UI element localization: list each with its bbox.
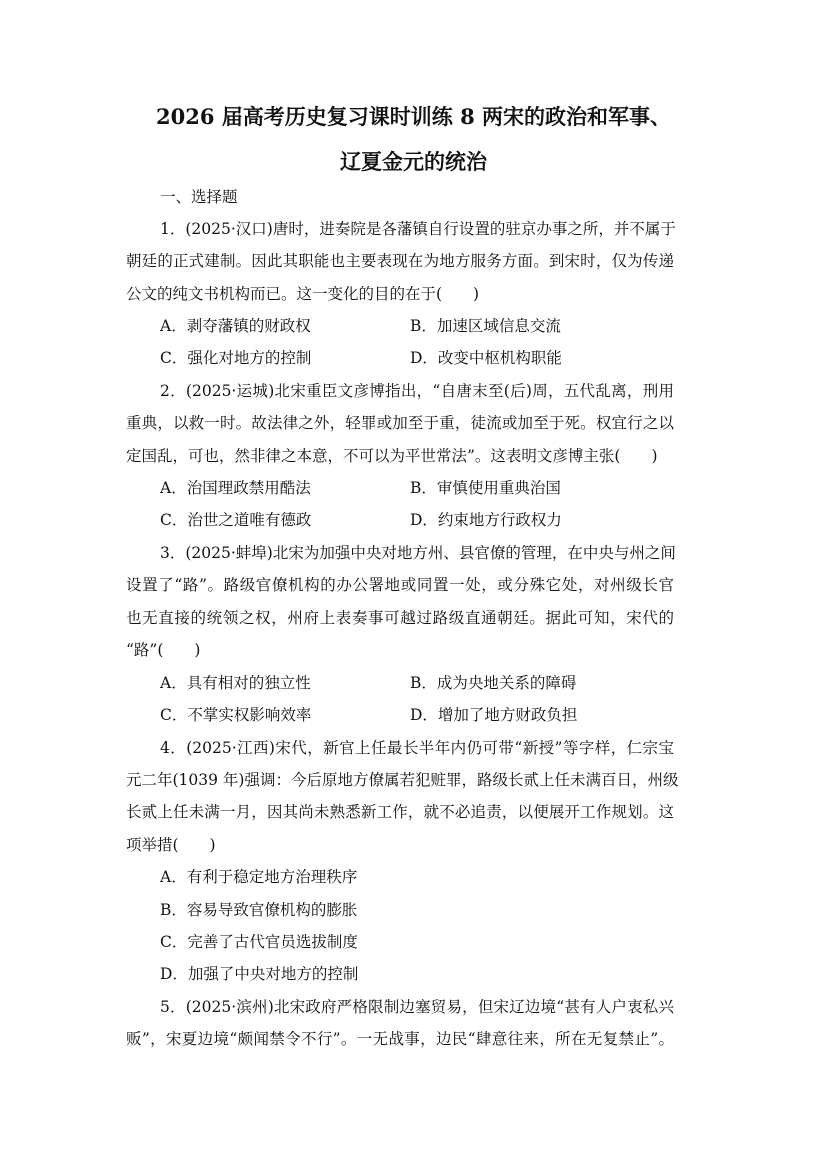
question-5-text-line-2: 贩”，宋夏边境“颇闻禁令不行”。一无战事，边民“肆意往来，所在无复禁止”。: [126, 1030, 674, 1048]
question-4-text-line-4: 项举措( ): [126, 836, 216, 854]
question-1-option-a: A．剥夺藩镇的财政权: [160, 317, 311, 335]
question-4-option-d: D．加强了中央对地方的控制: [160, 965, 359, 983]
question-3-option-d: D．增加了地方财政负担: [410, 706, 578, 724]
question-4-option-c: C．完善了古代官员选拔制度: [160, 933, 358, 951]
question-1-text-line-3: 公文的纯文书机构而已。这一变化的目的在于( ): [126, 285, 480, 303]
question-1-text-line-2: 朝廷的正式建制。因此其职能也主要表现在为地方服务方面。到宋时，仅为传递: [126, 252, 674, 270]
question-3-option-b: B．成为央地关系的障碍: [410, 674, 577, 692]
question-1-option-c: C．强化对地方的控制: [160, 349, 312, 367]
question-4-text-line-1: 4．(2025·江西)宋代，新官上任最长半年内仍可带“新授”等字样，仁宗宝: [160, 739, 674, 757]
question-1-text-line-1: 1．(2025·汉口)唐时，进奏院是各藩镇自行设置的驻京办事之所，并不属于: [160, 220, 676, 238]
section-heading: 一、选择题: [160, 188, 238, 206]
question-5-text-line-1: 5．(2025·滨州)北宋政府严格限制边塞贸易，但宋辽边境“甚有人户衷私兴: [160, 998, 674, 1016]
question-3-text-line-3: 也无直接的统领之权，州府上表奏事可越过路级直通朝廷。据此可知，宋代的: [126, 609, 674, 627]
question-3-option-a: A．具有相对的独立性: [160, 674, 311, 692]
question-4-option-b: B．容易导致官僚机构的膨胀: [160, 901, 358, 919]
question-2-text-line-2: 重典，以救一时。故法律之外，轻罪或加至于重，徒流或加至于死。权宜行之以: [126, 414, 674, 432]
question-2-text-line-1: 2．(2025·运城)北宋重臣文彦博指出，“自唐末至(后)周，五代乱离，刑用: [160, 382, 674, 400]
question-1-option-d: D．改变中枢机构职能: [410, 349, 562, 367]
question-3-option-c: C．不掌实权影响效率: [160, 706, 312, 724]
question-4-option-a: A．有利于稳定地方治理秩序: [160, 868, 358, 886]
question-2-text-line-3: 定国乱，可也，然非律之本意，不可以为平世常法”。这表明文彦博主张( ): [126, 447, 658, 465]
question-3-text-line-2: 设置了“路”。路级官僚机构的办公署地或同置一处，或分殊它处，对州级长官: [126, 576, 674, 594]
question-2-option-b: B．审慎使用重典治国: [410, 479, 561, 497]
question-4-text-line-3: 长贰上任未满一月，因其尚未熟悉新工作，就不必追责，以便展开工作规划。这: [126, 803, 674, 821]
question-2-option-d: D．约束地方行政权力: [410, 511, 562, 529]
document-title-line-1: 2026 届高考历史复习课时训练 8 两宋的政治和军事、: [156, 104, 671, 129]
question-2-option-c: C．治世之道唯有德政: [160, 511, 312, 529]
question-2-option-a: A．治国理政禁用酷法: [160, 479, 311, 497]
document-title-line-2: 辽夏金元的统治: [340, 149, 487, 174]
question-3-text-line-4: “路”( ): [126, 641, 201, 659]
question-4-text-line-2: 元二年(1039 年)强调：今后原地方僚属若犯赃罪，路级长贰上任未满百日，州级: [126, 771, 679, 789]
question-1-option-b: B．加速区域信息交流: [410, 317, 561, 335]
question-3-text-line-1: 3．(2025·蚌埠)北宋为加强中央对地方州、县官僚的管理，在中央与州之间: [160, 544, 676, 562]
